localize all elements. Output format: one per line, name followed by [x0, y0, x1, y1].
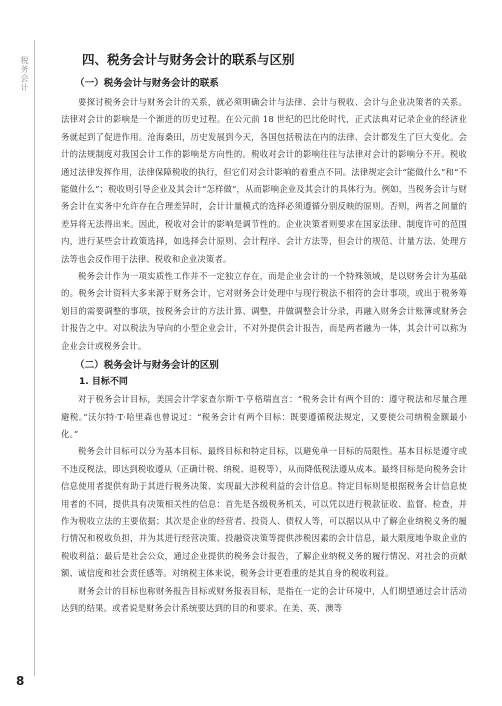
- running-header-label: 税务会计: [20, 56, 29, 92]
- subsection-title-difference: （二）税务会计与财务会计的区别: [75, 360, 219, 372]
- minor-heading-objectives: 1. 目标不同: [79, 377, 128, 388]
- paragraph: 要探讨税务会计与财务会计的关系，就必须明确会计与法律、会计与税收、会计与企业决策者的关系。法律对会计的影响是一个渐进的历史过程。在公元前 18 世纪的巴比伦时代，正式法典对记录企业的经济业务就起到了促进作用。沧海桑田，历史发展到今天，各国包括税法在内的法律、会计都发生了巨大变化。会计的法规制度对我国会计工作的影响是方向性的。税收对会计的影响往往与法律对会计的影响分不开。税收通过法律发挥作用，法律保障税收的执行，但它们对会计影响的着重点不同。法律规定会计“能做什么”和“不能做什么”；税收则引导企业及其会计“怎样做”，从而影响企业及其会计的具体行为。例如，当税务会计与财务会计在实务中允许存在合理差异时，会计计量模式的选择必须遵循分别反映的原则。否则，两者之间量的差异将无法得出来。因此，税收对会计的影响是调节性的。企业决策者则要求在国家法律、制度许可的范围内，进行某些会计政策选择，如选择会计原则、会计程序、会计方法等，但会计的规范、计量方法、处理方法等也会反作用于法律、税收和企业决策者。: [61, 97, 467, 264]
- section-title: 四、税务会计与财务会计的联系与区别: [82, 52, 295, 67]
- paragraph: 对于税务会计目标，美国会计学家查尔斯·T·亨格瑞直言：“税务会计有两个目的：遵守税法和尽量合理避税。”沃尔特·T·哈里森也曾说过：“税务会计有两个目标：既要遵循税法规定，又要使公司纳税金额最小化。”: [61, 394, 467, 439]
- subsection-title-relation: （一）税务会计与财务会计的联系: [75, 78, 219, 89]
- margin-rule: [34, 40, 35, 676]
- paragraph: 税务会计作为一项实质性工作并不一定独立存在，而是企业会计的一个特殊领域，是以财务会计为基础的。税务会计资料大多来源于财务会计，它对财务会计处理中与现行税法不相符的会计事项，或出于税务筹划目的需要调整的事项，按税务会计的方法计算、调整，并做调整会计分录，再融入财务会计账簿或财务会计报告之中。对以税法为导向的小型企业会计，不对外提供会计报告，而是两者融为一体，其会计可以称为企业会计或税务会计。: [61, 271, 467, 351]
- page-body: [61, 52, 467, 617]
- page-number: 8: [16, 674, 25, 688]
- paragraph: 税务会计目标可以分为基本目标、最终目标和特定目标，以避免单一目标的局限性。基本目标是遵守或不违反税法，即达到税收遵从（正确计税、纳税、退税等），从而降低税法遵从成本。最终目标是向税务会计信息使用者提供有助于其进行税务决策、实现最大涉税利益的会计信息。特定目标则是根据税务会计信息使用者的不同，提供具有决策相关性的信息：首先是各级税务机关，可以凭以进行税款征收、监督、检查，并作为税收立法的主要依据；其次是企业的经营者、投资人、债权人等，可以据以从中了解企业纳税义务的履行情况和税收负担，并为其进行经营决策、投融资决策等提供涉税因素的会计信息，最大限度地争取企业的税收利益；最后是社会公众，通过企业提供的税务会计报告，了解企业纳税义务的履行情况、对社会的贡献额、诚信度和社会责任感等。对纳税主体来说，税务会计更看重的是其自身的税收利益。: [61, 446, 467, 579]
- paragraph: 财务会计的目标也称财务报告目标或财务报表目标，是指在一定的会计环境中，人们期望通过会计活动达到的结果。或者说是财务会计系统要达到的目的和要求。在美、英、澳等: [61, 585, 467, 613]
